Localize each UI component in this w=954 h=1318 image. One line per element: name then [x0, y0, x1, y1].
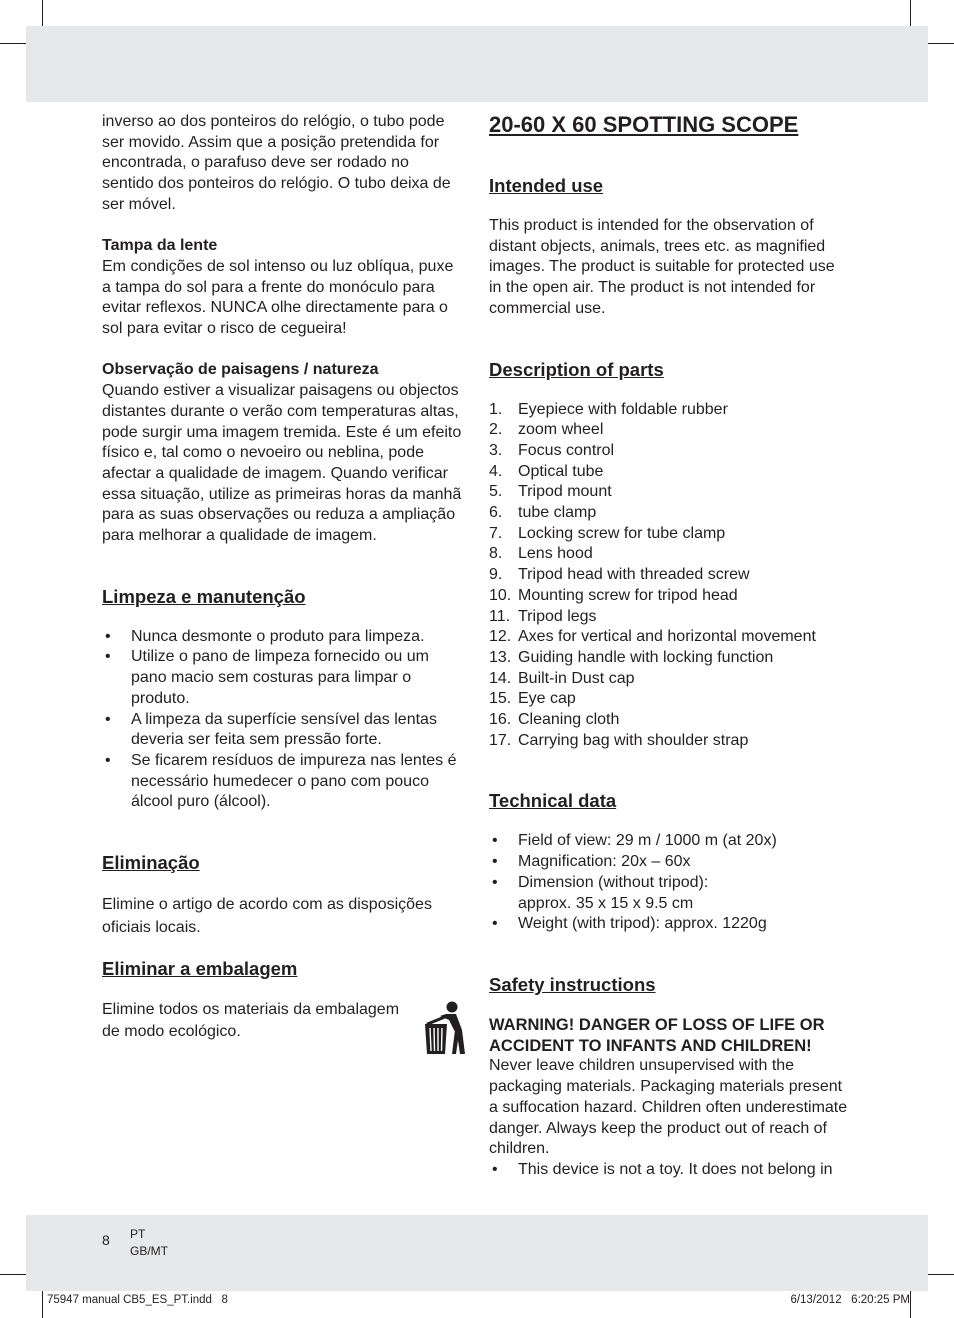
list-item: 15. Eye cap: [489, 690, 576, 708]
crop-mark: [42, 0, 43, 26]
packaging-text: Elimine todos os materiais da embalagem de modo ecológico.: [102, 1001, 400, 1041]
list-item: 14. Built-in Dust cap: [489, 669, 635, 687]
list-item: 11. Tripod legs: [489, 607, 597, 625]
crop-mark: [42, 1291, 43, 1318]
list-item: • Weight (with tripod): approx. 1220g: [492, 915, 767, 933]
list-item: 3. Focus control: [489, 441, 615, 459]
list-item: • Utilize o pano de limpeza fornecido ou um pano macio sem costuras para limpar o produto.: [105, 648, 429, 707]
parts-list: [489, 400, 851, 752]
list-item: 13. Guiding handle with locking function: [489, 648, 774, 666]
list-item: 10. Mounting screw for tripod head: [489, 586, 738, 604]
page-title: 20-60 X 60 SPOTTING SCOPE: [489, 112, 799, 137]
intro-paragraph: inverso ao dos ponteiros do relógio, o tubo pode ser movido. Assim que a posição pretendida for encontrada, o parafuso deve ser rodado no sentido dos ponteiros do relógio. O tubo deixa de ser móvel.: [102, 113, 451, 213]
safety-warning: WARNING! DANGER OF LOSS OF LIFE OR ACCIDENT TO INFANTS AND CHILDREN!: [489, 1015, 825, 1055]
landscape-heading: Observação de paisagens / natureza: [102, 361, 379, 379]
list-item: • Magnification: 20x – 60x: [492, 853, 691, 871]
crop-mark: [928, 1274, 954, 1275]
crop-mark: [0, 43, 26, 44]
crop-mark: [910, 1291, 911, 1318]
print-slug-date: 6/13/2012 6:20:25 PM: [790, 1294, 910, 1306]
list-item: 9. Tripod head with threaded screw: [489, 566, 750, 584]
right-column: [489, 112, 851, 1181]
list-item: 4. Optical tube: [489, 462, 604, 480]
list-item: 8. Lens hood: [489, 545, 593, 563]
intended-use-text: This product is intended for the observation of distant objects, animals, trees etc. as magnified images. The product is suitable for protected use in the open air. The product is not intended for commercial use.: [489, 217, 835, 317]
dimension-value: approx. 35 x 15 x 9.5 cm: [518, 894, 694, 912]
landscape-text: Quando estiver a visualizar paisagens ou objectos distantes durante o verão com temperaturas altas, pode surgir uma imagem tremida. Este é um efeito físico e, tal como o nevoeiro ou neblina, pode afectar a qualidade de imagem. Quando verificar essa situação, utilize as primeiras horas da manhã para as suas observações ou reduza a ampliação para melhorar a qualidade de imagem.: [102, 382, 462, 545]
safety-text: Never leave children unsupervised with the packaging materials. Packaging materials present a suffocation hazard. Children often underestimate danger. Always keep the product out of reach of children.: [489, 1057, 848, 1158]
list-item: • Nunca desmonte o produto para limpeza.: [105, 627, 425, 645]
language-code: PT: [130, 1227, 146, 1241]
safety-list: [489, 1160, 851, 1181]
lens-cap-heading: Tampa da lente: [102, 237, 218, 255]
page-number: 8: [102, 1232, 110, 1248]
list-item: 16. Cleaning cloth: [489, 711, 620, 729]
list-item: 1. Eyepiece with foldable rubber: [489, 400, 728, 418]
parts-heading: Description of parts: [489, 358, 664, 380]
crop-mark: [910, 0, 911, 26]
technical-list: [489, 831, 851, 935]
list-item: • This device is not a toy. It does not belong in: [492, 1160, 833, 1178]
list-item: 17. Carrying bag with shoulder strap: [489, 731, 749, 749]
list-item: 5. Tripod mount: [489, 483, 612, 501]
recycle-bin-icon: [418, 1000, 468, 1058]
intended-use-heading: Intended use: [489, 175, 604, 196]
list-item: • Dimension (without tripod): approx. 35 x 15 x 9.5 cm: [492, 873, 709, 912]
cleaning-list: [102, 627, 464, 813]
print-slug-file: 75947 manual CB5_ES_PT.indd 8: [47, 1294, 228, 1306]
list-item: 7. Locking screw for tube clamp: [489, 524, 726, 542]
list-item: 6. tube clamp: [489, 504, 597, 522]
language-code: GB/MT: [130, 1244, 168, 1258]
left-column: [102, 112, 464, 1043]
list-item: 2. zoom wheel: [489, 421, 604, 439]
safety-heading: Safety instructions: [489, 973, 656, 995]
lens-cap-text: Em condições de sol intenso ou luz oblíqua, puxe a tampa do sol para a frente do monóculo para evitar reflexos. NUNCA olhe directamente para o sol para evitar o risco de cegueira!: [102, 257, 454, 338]
technical-heading: Technical data: [489, 790, 617, 812]
header-band: [26, 26, 928, 102]
cleaning-heading: Limpeza e manutenção: [102, 585, 306, 607]
list-item: • Se ficarem resíduos de impureza nas lentes é necessário humedecer o pano com pouco álcool puro (álcool).: [105, 751, 457, 811]
language-codes: [130, 1226, 168, 1260]
packaging-heading: Eliminar a embalagem: [102, 958, 298, 980]
list-item: 12. Axes for vertical and horizontal movement: [489, 628, 816, 646]
crop-mark: [928, 43, 954, 44]
crop-mark: [0, 1274, 26, 1275]
list-item: • Field of view: 29 m / 1000 m (at 20x): [492, 832, 777, 850]
disposal-text: Elimine o artigo de acordo com as disposições oficiais locais.: [102, 896, 432, 937]
disposal-heading: Eliminação: [102, 852, 200, 874]
list-item: • A limpeza da superfície sensível das lentas deveria ser feita sem pressão forte.: [105, 710, 437, 749]
